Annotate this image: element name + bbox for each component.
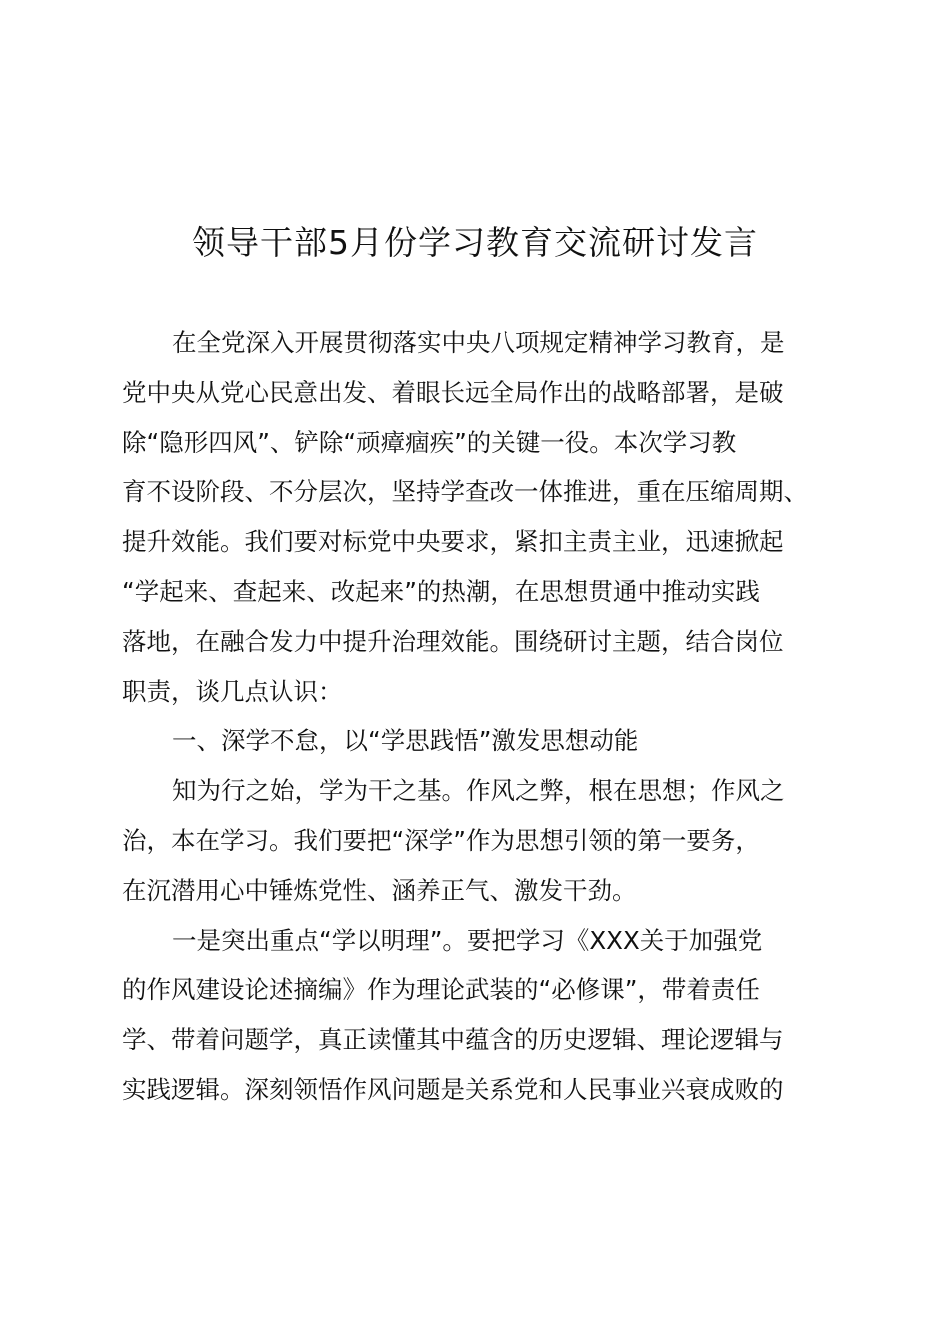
body-line: 育不设阶段、不分层次，坚持学查改一体推进，重在压缩周期、: [122, 477, 808, 507]
body-line: 提升效能。我们要对标党中央要求，紧扣主责主业，迅速掀起: [122, 527, 784, 557]
body-line: 治，本在学习。我们要把“深学”作为思想引领的第一要务，: [122, 825, 760, 855]
body-line: “学起来、查起来、改起来”的热潮，在思想贯通中推动实践: [122, 576, 760, 606]
body-line: 除“隐形四风”、铲除“顽瘴痼疾”的关键一役。本次学习教: [122, 427, 737, 457]
body-line: 落地，在融合发力中提升治理效能。围绕研讨主题，结合岗位: [122, 626, 784, 656]
body-line: 职责，谈几点认识：: [122, 676, 343, 706]
body-line: 学、带着问题学，真正读懂其中蕴含的历史逻辑、理论逻辑与: [122, 1025, 784, 1055]
body-line: 一是突出重点“学以明理”。要把学习《XXX关于加强党: [172, 925, 763, 955]
body-line: 实践逻辑。深刻领悟作风问题是关系党和人民事业兴衰成败的: [122, 1074, 784, 1104]
body-line: 在全党深入开展贯彻落实中央八项规定精神学习教育，是: [172, 328, 785, 357]
body-line: 的作风建设论述摘编》作为理论武装的“必修课”，带着责任: [122, 975, 760, 1005]
section-heading: 一、深学不怠，以“学思践悟”激发思想动能: [172, 726, 639, 756]
document-title: 领导干部5月份学习教育交流研讨发言: [192, 223, 758, 262]
body-line: 党中央从党心民意出发、着眼长远全局作出的战略部署，是破: [122, 377, 784, 407]
document-body: [122, 318, 834, 1115]
body-line: 在沉潜用心中锤炼党性、涵养正气、激发干劲。: [122, 875, 637, 905]
body-line: 知为行之始，学为干之基。作风之弊，根在思想；作风之: [172, 776, 785, 806]
